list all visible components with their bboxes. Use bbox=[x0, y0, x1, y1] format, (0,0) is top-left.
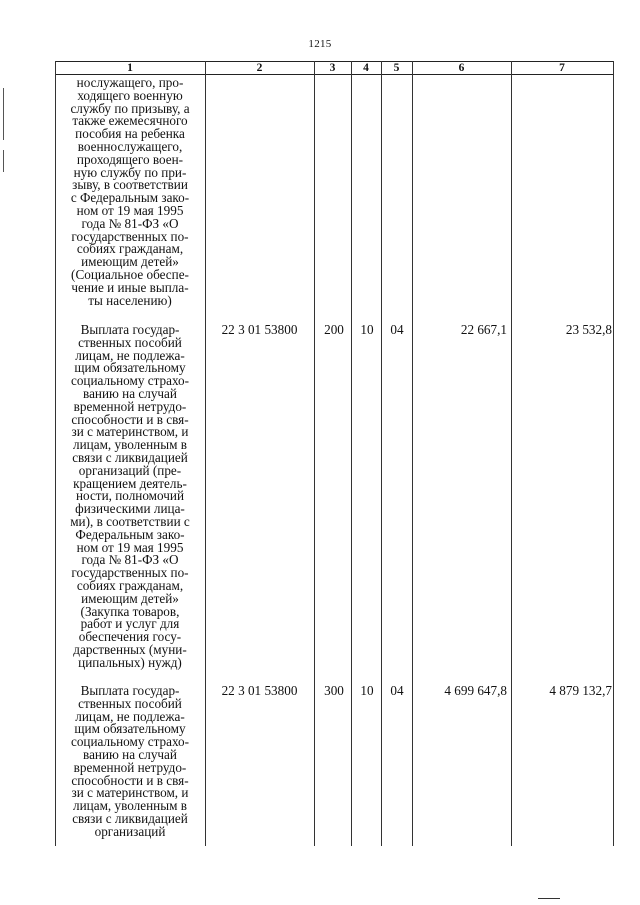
row-3-col-3: 300 bbox=[324, 683, 344, 698]
description-line: собиях гражданам, bbox=[76, 577, 184, 593]
description-line: Выплата государ- bbox=[80, 683, 180, 698]
column-divider bbox=[412, 61, 413, 846]
binding-margin-mark bbox=[3, 88, 4, 140]
column-divider bbox=[205, 61, 206, 846]
row-1-description bbox=[57, 77, 203, 307]
description-line: нослужащего, про- bbox=[76, 75, 184, 90]
description-line: лицам, не подлежа- bbox=[75, 347, 185, 363]
description-line: службу по призыву, а bbox=[70, 100, 190, 116]
description-line: способности и в свя- bbox=[71, 772, 189, 788]
description-line: (Социальное обеспе- bbox=[71, 266, 189, 282]
row-3-code: 22 3 01 53800 bbox=[221, 683, 298, 698]
description-line: государственных по- bbox=[71, 565, 189, 581]
description-line: года № 81-ФЗ «О bbox=[81, 552, 179, 568]
row-2-col-6: 22 667,1 bbox=[460, 322, 507, 337]
description-line: лицам, уволенным в bbox=[73, 437, 187, 453]
description-line: щим обязательному bbox=[74, 360, 186, 376]
description-line: щим обязательному bbox=[74, 721, 186, 737]
description-line: связи с ликвидацией bbox=[72, 810, 188, 826]
description-line: работ и услуг для bbox=[80, 616, 180, 632]
description-line: ципальных) нужд) bbox=[78, 654, 182, 670]
description-line: ходящего военную bbox=[77, 87, 183, 103]
description-line: проходящего воен- bbox=[76, 151, 184, 167]
description-line: организаций (пре- bbox=[78, 462, 182, 478]
header-col-1: 1 bbox=[127, 62, 133, 74]
description-line: кращением деятель- bbox=[73, 475, 187, 491]
column-divider bbox=[613, 61, 614, 846]
row-2-description bbox=[57, 324, 203, 670]
header-col-5: 5 bbox=[393, 62, 400, 74]
column-divider bbox=[314, 61, 315, 846]
description-line: ственных пособий bbox=[78, 695, 182, 711]
description-line: ми), в соответствии с bbox=[70, 513, 190, 529]
description-line: с Федеральным зако- bbox=[70, 190, 190, 206]
description-line: государственных по- bbox=[71, 228, 189, 244]
description-line: также ежемесячного bbox=[72, 113, 188, 129]
header-col-4: 4 bbox=[363, 62, 369, 74]
description-line: имеющим детей» bbox=[81, 254, 179, 270]
row-3-col-6: 4 699 647,8 bbox=[444, 683, 507, 698]
description-line: физическими лица- bbox=[75, 501, 185, 517]
description-line: чение и иные выпла- bbox=[71, 279, 189, 295]
description-line: лицам, уволенным в bbox=[73, 798, 187, 814]
description-line: дарственных (муни- bbox=[73, 641, 187, 657]
description-line: имеющим детей» bbox=[81, 590, 179, 606]
header-col-2: 2 bbox=[256, 62, 263, 74]
row-2-code: 22 3 01 53800 bbox=[221, 322, 298, 337]
row-3-col-5: 04 bbox=[390, 683, 404, 698]
description-line: организаций bbox=[94, 823, 166, 839]
row-2-col-5: 04 bbox=[390, 322, 404, 337]
description-line: ном от 19 мая 1995 bbox=[76, 539, 184, 555]
budget-table bbox=[55, 61, 614, 846]
description-line: обеспечения госу- bbox=[78, 629, 182, 645]
description-line: собиях гражданам, bbox=[76, 241, 184, 257]
description-line: социальному страхо- bbox=[70, 734, 190, 750]
description-line: способности и в свя- bbox=[71, 411, 189, 427]
page-number: 1215 bbox=[308, 38, 332, 50]
description-line: ственных пособий bbox=[78, 334, 182, 350]
description-line: лицам, не подлежа- bbox=[75, 708, 185, 724]
row-3-col-4: 10 bbox=[360, 683, 374, 698]
description-line: ности, полномочий bbox=[75, 488, 185, 504]
column-divider bbox=[381, 61, 382, 846]
column-divider bbox=[351, 61, 352, 846]
row-2-col-3: 200 bbox=[324, 322, 344, 337]
description-line: ванию на случай bbox=[83, 746, 177, 762]
description-line: пособия на ребенка bbox=[75, 126, 185, 142]
description-line: ванию на случай bbox=[83, 385, 177, 401]
description-line: (Закупка товаров, bbox=[80, 603, 180, 619]
description-line: зыву, в соответствии bbox=[72, 177, 188, 193]
description-line: ном от 19 мая 1995 bbox=[76, 202, 184, 218]
footer-mark bbox=[538, 898, 560, 899]
header-col-6: 6 bbox=[458, 62, 465, 74]
description-line: связи с ликвидацией bbox=[72, 449, 188, 465]
description-line: зи с материнством, и bbox=[71, 785, 189, 801]
row-3-description bbox=[57, 685, 203, 839]
description-line: военнослужащего, bbox=[77, 138, 183, 154]
description-line: социальному страхо- bbox=[70, 373, 190, 389]
header-col-7: 7 bbox=[559, 62, 565, 74]
column-divider bbox=[511, 61, 512, 846]
binding-margin-mark bbox=[3, 150, 4, 172]
description-line: временной нетрудо- bbox=[73, 759, 187, 775]
description-line: ты населению) bbox=[88, 292, 172, 308]
description-line: года № 81-ФЗ «О bbox=[81, 215, 179, 231]
description-line: Выплата государ- bbox=[80, 322, 180, 337]
row-2-col-4: 10 bbox=[360, 322, 374, 337]
description-line: временной нетрудо- bbox=[73, 398, 187, 414]
column-divider bbox=[55, 61, 56, 846]
description-line: зи с материнством, и bbox=[71, 424, 189, 440]
description-line: ную службу по при- bbox=[73, 164, 187, 180]
row-2-col-7: 23 532,8 bbox=[565, 322, 612, 337]
description-line: Федеральным зако- bbox=[75, 526, 185, 542]
header-col-3: 3 bbox=[329, 62, 336, 74]
row-3-col-7: 4 879 132,7 bbox=[549, 683, 612, 698]
